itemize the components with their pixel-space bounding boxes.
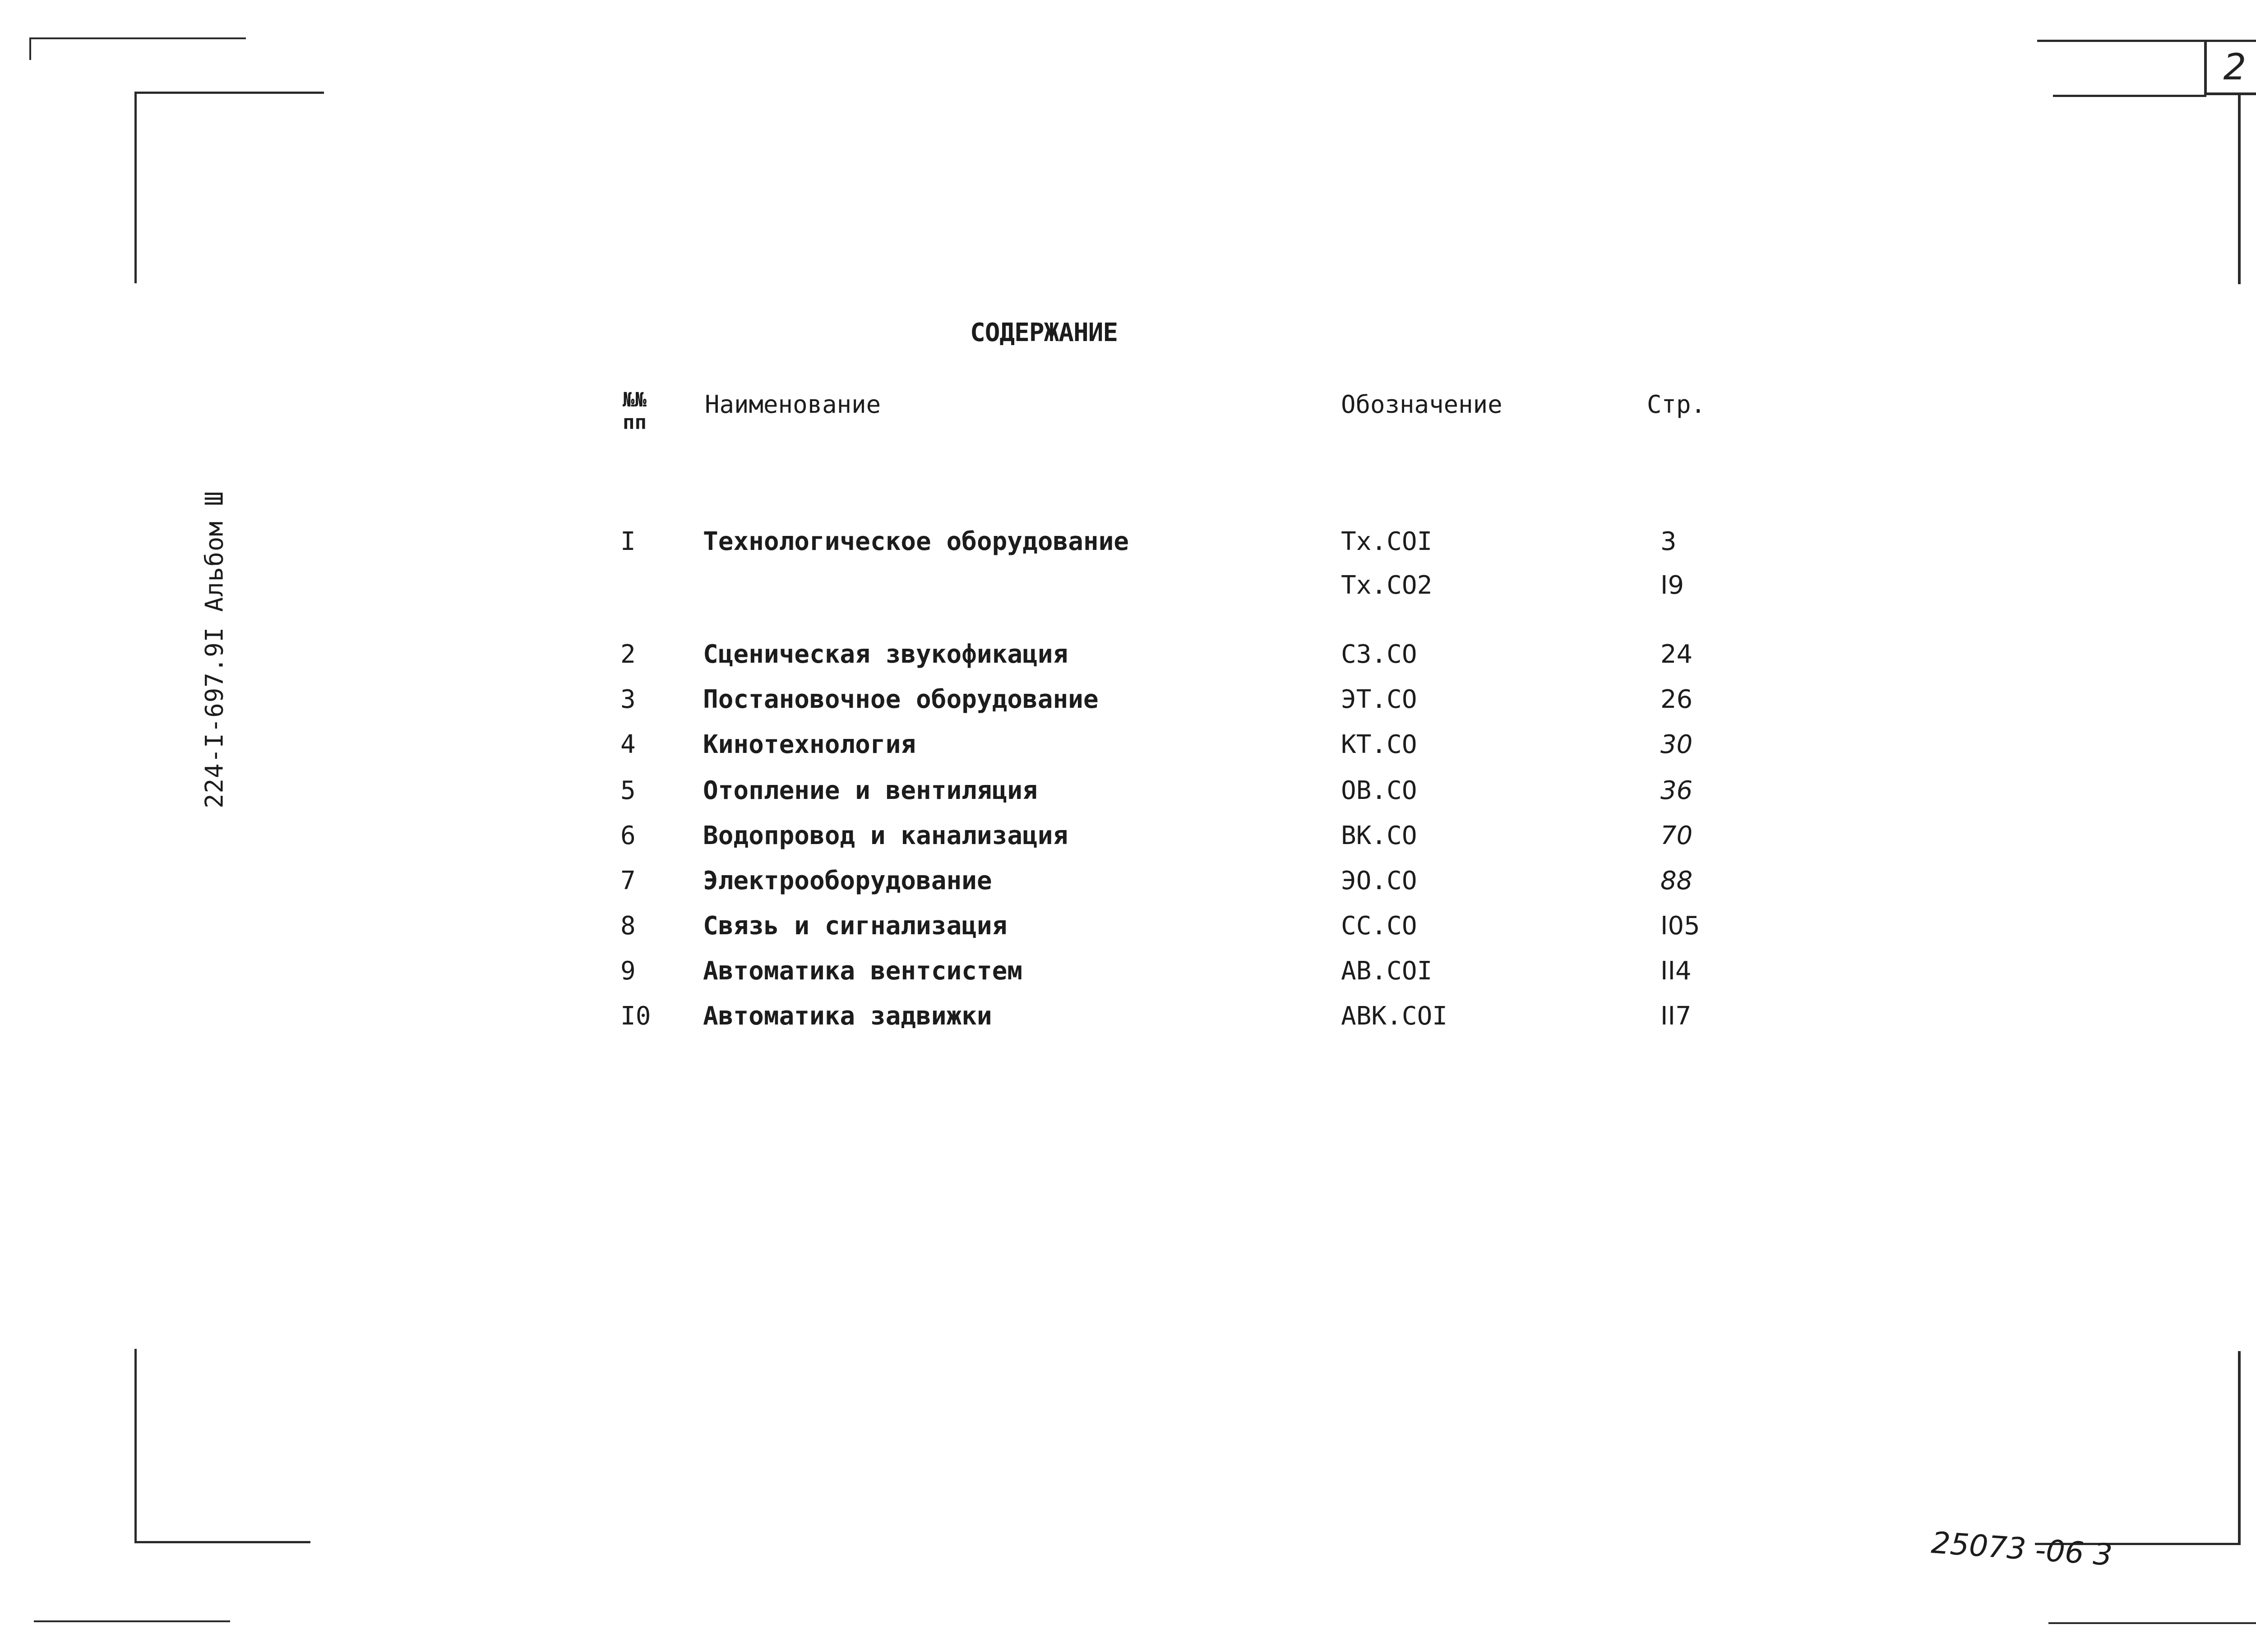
archive-number-stamp: 25073 -06 3 <box>1930 1525 2113 1573</box>
row-page: 88 <box>1660 866 1693 895</box>
row-page: 70 <box>1660 821 1693 850</box>
row-page: II4 <box>1660 956 1692 986</box>
row-code: АВК.СОI <box>1341 1001 1448 1031</box>
row-code: СЗ.СО <box>1341 640 1417 669</box>
row-number: 8 <box>620 911 636 941</box>
table-row <box>0 730 2256 766</box>
row-code: Тх.СО2 <box>1341 571 1433 600</box>
row-page: 3 <box>1660 527 1677 556</box>
row-name: Постановочное оборудование <box>703 685 1099 714</box>
row-name: Автоматика вентсистем <box>703 956 1023 986</box>
row-page: II7 <box>1660 1001 1692 1031</box>
page-number: 2 <box>2223 46 2247 88</box>
table-row <box>0 1001 2256 1038</box>
row-number: 4 <box>620 730 636 759</box>
table-row <box>0 571 2256 607</box>
row-code: ОВ.СО <box>1341 776 1417 805</box>
column-header-number-line2: пп <box>623 411 647 434</box>
column-header-number-line1: №№ <box>623 388 647 411</box>
row-page: 24 <box>1660 640 1693 669</box>
row-name: Автоматика задвижки <box>703 1001 992 1031</box>
row-name: Технологическое оборудование <box>703 527 1129 556</box>
row-number: 2 <box>620 640 636 669</box>
row-name: Кинотехнология <box>703 730 916 759</box>
table-row <box>0 776 2256 812</box>
row-page: I05 <box>1660 911 1700 941</box>
row-number: I <box>620 527 636 556</box>
column-header-page: Стр. <box>1647 390 1706 419</box>
table-row <box>0 821 2256 857</box>
row-number: 5 <box>620 776 636 805</box>
table-row <box>0 640 2256 676</box>
row-code: ЭТ.СО <box>1341 685 1417 714</box>
row-code: Тх.СОI <box>1341 527 1433 556</box>
row-number: 7 <box>620 866 636 895</box>
row-name: Отопление и вентиляция <box>703 776 1038 805</box>
table-row <box>0 685 2256 721</box>
row-number: 6 <box>620 821 636 850</box>
table-row <box>0 866 2256 902</box>
page-title: СОДЕРЖАНИЕ <box>970 318 1118 347</box>
row-code: ЭО.СО <box>1341 866 1417 895</box>
table-row <box>0 911 2256 947</box>
row-page: 36 <box>1660 776 1693 805</box>
column-header-name: Наименование <box>705 390 881 419</box>
row-code: СС.СО <box>1341 911 1417 941</box>
row-code: ВК.СО <box>1341 821 1417 850</box>
row-name: Сценическая звукофикация <box>703 640 1068 669</box>
album-side-label: 224-I-697.9I Альбом Ш <box>200 491 229 808</box>
row-code: АВ.СОI <box>1341 956 1433 986</box>
row-number: 3 <box>620 685 636 714</box>
table-row <box>0 956 2256 992</box>
row-page: 26 <box>1660 685 1693 714</box>
row-code: КТ.СО <box>1341 730 1417 759</box>
row-number: 9 <box>620 956 636 986</box>
row-page: 30 <box>1660 730 1693 759</box>
table-row <box>0 527 2256 563</box>
column-header-code: Обозначение <box>1341 390 1502 419</box>
row-number: I0 <box>620 1001 651 1031</box>
row-name: Водопровод и канализация <box>703 821 1068 850</box>
row-name: Связь и сигнализация <box>703 911 1008 941</box>
row-page: I9 <box>1660 571 1684 600</box>
row-name: Электрооборудование <box>703 866 992 895</box>
